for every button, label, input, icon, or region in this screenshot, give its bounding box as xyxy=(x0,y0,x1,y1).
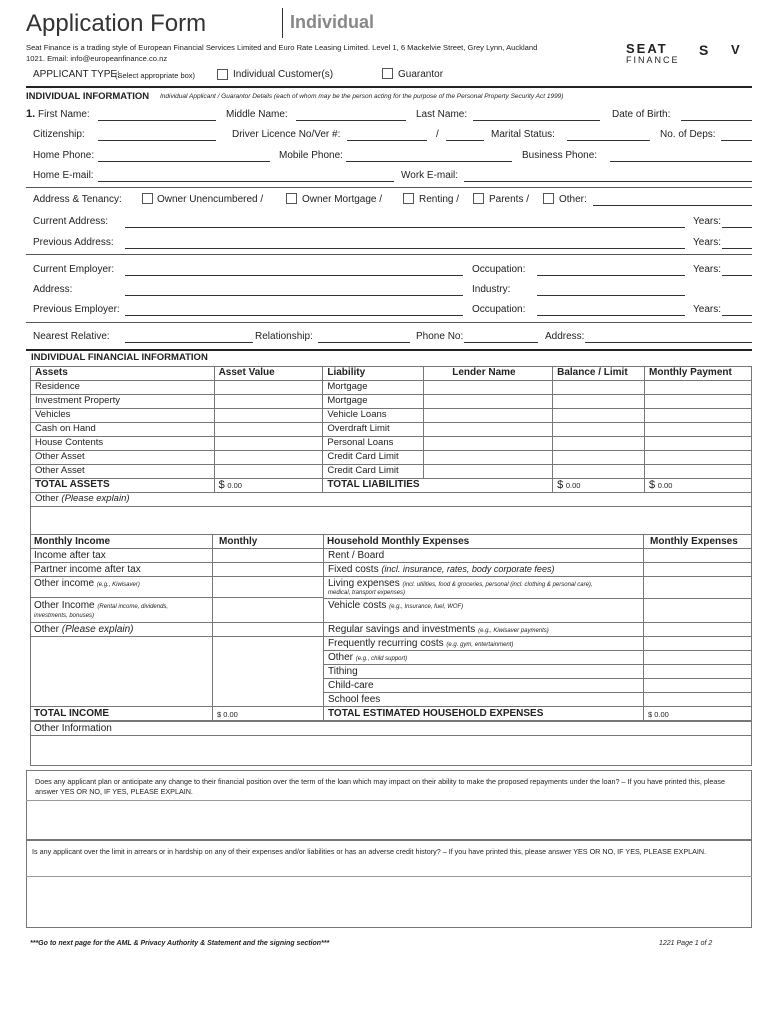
page-number: 1221 Page 1 of 2 xyxy=(659,940,713,947)
question2-text: Is any applicant over the limit in arrears or in hardship on any of their expenses and/or liabilities or has an adverse credit history? – If you have printed this, please answer YES OR NO, IF YES, PLEASE EXPLAIN. xyxy=(32,847,707,856)
lender-cell[interactable] xyxy=(424,437,553,451)
payment-cell[interactable] xyxy=(645,409,752,423)
asset-name: Vehicles xyxy=(31,409,215,423)
licence-version-field[interactable] xyxy=(446,130,484,141)
total-income-value: $ 0.00 xyxy=(217,710,238,719)
col-monthly-expenses: Monthly Expenses xyxy=(650,536,738,547)
question1-text: Does any applicant plan or anticipate any change to their financial position over the term of the loan which may impact on their ability to make the proposed repayments under the loan? – If you have printed this, please answer YES OR NO, IF YES, PLEASE EXPLAIN. xyxy=(35,777,726,796)
home-phone-field[interactable] xyxy=(98,151,270,162)
recurring-text: Frequently recurring costs xyxy=(328,638,444,649)
living-expenses-text: Living expenses xyxy=(328,578,400,589)
totals-row xyxy=(31,479,752,493)
payment-cell[interactable] xyxy=(645,395,752,409)
other-tenancy-checkbox[interactable] xyxy=(543,193,554,204)
lender-cell[interactable] xyxy=(424,465,553,479)
previous-occupation-label: Occupation: xyxy=(472,304,526,315)
relative-address-field[interactable] xyxy=(585,332,752,343)
last-name-field[interactable] xyxy=(473,110,600,121)
liability-name: Vehicle Loans xyxy=(323,409,424,423)
parents-checkbox[interactable] xyxy=(473,193,484,204)
total-income-label: TOTAL INCOME xyxy=(34,708,109,719)
business-phone-label: Business Phone: xyxy=(522,150,598,161)
please-explain-label: (Please explain) xyxy=(61,493,130,504)
footer-note: ***Go to next page for the AML & Privacy Authority & Statement and the signing section*** xyxy=(30,940,330,947)
other-income-eg: (e.g., Kiwisaver) xyxy=(96,582,140,588)
home-email-field[interactable] xyxy=(98,171,394,182)
seat-finance-logo xyxy=(626,42,686,66)
table-row xyxy=(31,451,752,465)
dollar-sign: $ xyxy=(557,479,564,491)
dollar-sign: $ xyxy=(218,479,225,491)
question2-rule xyxy=(26,876,752,877)
other-tenancy-label: Other: xyxy=(559,194,587,205)
total-assets-amount: 0.00 xyxy=(227,481,242,490)
row-rule xyxy=(323,562,752,563)
payment-cell[interactable] xyxy=(645,451,752,465)
citizenship-label: Citizenship: xyxy=(33,129,85,140)
liability-name: Personal Loans xyxy=(323,437,424,451)
balance-cell[interactable] xyxy=(553,451,645,465)
last-name-label: Last Name: xyxy=(416,109,468,120)
row-rule xyxy=(323,650,752,651)
total-assets-label: TOTAL ASSETS xyxy=(31,479,215,493)
relative-address-label: Address: xyxy=(545,331,585,342)
other-explain-row xyxy=(31,493,752,507)
row-rule xyxy=(323,636,752,637)
asset-value-cell[interactable] xyxy=(214,395,323,409)
col-household-expenses: Household Monthly Expenses xyxy=(327,536,470,547)
previous-address-years-label: Years: xyxy=(693,237,721,248)
dollar-sign: $ xyxy=(649,479,656,491)
financial-info-heading: INDIVIDUAL FINANCIAL INFORMATION xyxy=(31,352,208,363)
col-liability: Liability xyxy=(323,367,424,381)
business-phone-field[interactable] xyxy=(610,151,752,162)
company-info-line2: 1021. Email: info@europeanfinance.co.nz xyxy=(26,54,168,63)
other-label: Other xyxy=(35,493,59,504)
guarantor-label: Guarantor xyxy=(398,69,444,80)
total-payment-value xyxy=(645,479,752,493)
liability-name: Mortgage xyxy=(323,381,424,395)
table-row xyxy=(31,395,752,409)
owner-mortgage-checkbox[interactable] xyxy=(286,193,297,204)
individual-customer-checkbox[interactable] xyxy=(217,69,228,80)
work-email-field[interactable] xyxy=(464,171,752,182)
header-rule xyxy=(30,548,752,549)
logo-seat-text: SEAT xyxy=(626,41,668,56)
current-address-label: Current Address: xyxy=(33,216,109,227)
lender-cell[interactable] xyxy=(424,381,553,395)
driver-licence-field[interactable] xyxy=(347,130,427,141)
employer-address-field[interactable] xyxy=(125,285,463,296)
other-income2-text: Other Income xyxy=(34,600,95,611)
mobile-phone-label: Mobile Phone: xyxy=(279,150,343,161)
logo-finance-text: FINANCE xyxy=(626,55,680,65)
row-rule xyxy=(323,692,752,693)
other-explain-income-label xyxy=(34,624,134,635)
other-information-box[interactable] xyxy=(30,721,752,766)
title-divider xyxy=(282,8,283,38)
lender-cell[interactable] xyxy=(424,451,553,465)
other-income2-eg: (Rental income, dividends, xyxy=(97,604,169,610)
asset-name: Other Asset xyxy=(31,465,215,479)
middle-name-field[interactable] xyxy=(296,110,406,121)
table-row xyxy=(31,409,752,423)
deps-field[interactable] xyxy=(721,130,752,141)
previous-occupation-field[interactable] xyxy=(537,305,685,316)
savings-label xyxy=(328,624,549,635)
current-address-field[interactable] xyxy=(125,217,685,228)
table-row xyxy=(31,465,752,479)
balance-cell[interactable] xyxy=(553,437,645,451)
previous-address-years-field[interactable] xyxy=(722,238,752,249)
mobile-phone-field[interactable] xyxy=(346,151,512,162)
col-lender-name: Lender Name xyxy=(424,367,553,381)
income-after-tax-label: Income after tax xyxy=(34,550,106,561)
industry-field[interactable] xyxy=(537,285,685,296)
previous-employer-years-field[interactable] xyxy=(722,305,752,316)
occupation-field[interactable] xyxy=(537,265,685,276)
asset-value-cell[interactable] xyxy=(214,381,323,395)
table-row xyxy=(31,423,752,437)
phone-no-field[interactable] xyxy=(464,332,538,343)
guarantor-checkbox[interactable] xyxy=(382,68,393,79)
other-income-text: Other income xyxy=(34,578,95,589)
fixed-costs-label xyxy=(328,564,554,575)
asset-value-cell[interactable] xyxy=(214,437,323,451)
relationship-field[interactable] xyxy=(318,332,410,343)
payment-cell[interactable] xyxy=(645,381,752,395)
liability-name: Credit Card Limit xyxy=(323,451,424,465)
assets-liabilities-table xyxy=(30,366,752,535)
other-information-label: Other Information xyxy=(34,723,112,734)
col-monthly-payment: Monthly Payment xyxy=(645,367,752,381)
page-title: Application Form xyxy=(26,10,207,37)
section-divider xyxy=(26,349,752,351)
liability-name: Overdraft Limit xyxy=(323,423,424,437)
parents-label: Parents / xyxy=(489,194,530,205)
marital-status-field[interactable] xyxy=(567,130,650,141)
owner-unencumbered-label: Owner Unencumbered / xyxy=(157,194,264,205)
citizenship-field[interactable] xyxy=(98,130,216,141)
row-rule xyxy=(323,576,752,577)
employer-years-field[interactable] xyxy=(722,265,752,276)
col-balance-limit: Balance / Limit xyxy=(553,367,645,381)
nearest-relative-label: Nearest Relative: xyxy=(33,331,110,342)
childcare-label: Child-care xyxy=(328,680,374,691)
row-rule xyxy=(323,622,752,623)
blank-row xyxy=(31,507,752,535)
fixed-costs-text: Fixed costs xyxy=(328,564,379,575)
col-asset-value: Asset Value xyxy=(214,367,323,381)
previous-address-field[interactable] xyxy=(125,238,685,249)
asset-value-cell[interactable] xyxy=(214,451,323,465)
row-rule xyxy=(323,678,752,679)
asset-name: House Contents xyxy=(31,437,215,451)
balance-cell[interactable] xyxy=(553,423,645,437)
owner-unencumbered-checkbox[interactable] xyxy=(142,193,153,204)
licence-slash: / xyxy=(436,129,439,140)
other-income2-label xyxy=(34,600,168,611)
marital-status-label: Marital Status: xyxy=(491,129,555,140)
rent-board-label: Rent / Board xyxy=(328,550,385,561)
lender-cell[interactable] xyxy=(424,409,553,423)
home-email-label: Home E-mail: xyxy=(33,170,94,181)
table-header-row xyxy=(31,367,752,381)
address-tenancy-label: Address & Tenancy: xyxy=(33,194,122,205)
living-expenses-eg2: medical, transport expenses) xyxy=(328,590,406,596)
applicant-type-label: APPLICANT TYPE: xyxy=(33,69,120,80)
brand-s-icon: S xyxy=(699,42,709,58)
current-address-years-label: Years: xyxy=(693,216,721,227)
recurring-costs-label xyxy=(328,638,513,649)
section-divider xyxy=(26,86,752,88)
dob-label: Date of Birth: xyxy=(612,109,671,120)
work-email-label: Work E-mail: xyxy=(401,170,459,181)
total-balance-value xyxy=(553,479,645,493)
brand-v-icon: V xyxy=(731,42,740,57)
asset-name: Cash on Hand xyxy=(31,423,215,437)
payment-cell[interactable] xyxy=(645,423,752,437)
other-expense-text: Other xyxy=(328,652,354,663)
previous-employer-label: Previous Employer: xyxy=(33,304,120,315)
divider xyxy=(26,187,752,188)
divider xyxy=(26,322,752,323)
other-income-label xyxy=(34,578,140,589)
total-assets-value xyxy=(214,479,323,493)
question1-rule xyxy=(26,800,752,801)
total-balance-amount: 0.00 xyxy=(565,481,581,490)
savings-eg: (e.g., Kiwisaver payments) xyxy=(478,628,549,634)
row-rule xyxy=(30,622,323,623)
partner-income-label: Partner income after tax xyxy=(34,564,141,575)
total-expenses-value: $ 0.00 xyxy=(648,710,669,719)
col-assets: Assets xyxy=(31,367,215,381)
row-rule xyxy=(323,598,752,599)
col-monthly-income: Monthly Income xyxy=(34,536,111,547)
other-income2-eg2: investments, bonuses) xyxy=(34,613,95,619)
total-expenses-label: TOTAL ESTIMATED HOUSEHOLD EXPENSES xyxy=(328,708,544,719)
living-expenses-label xyxy=(328,578,593,589)
applicant-type-hint: (Select appropriate box) xyxy=(115,71,196,80)
asset-value-cell[interactable] xyxy=(214,465,323,479)
previous-employer-field[interactable] xyxy=(125,305,463,316)
renting-checkbox[interactable] xyxy=(403,193,414,204)
lender-cell[interactable] xyxy=(424,423,553,437)
recurring-eg: (e.g. gym, entertainment) xyxy=(446,642,514,648)
relationship-label: Relationship: xyxy=(255,331,313,342)
owner-mortgage-label: Owner Mortgage / xyxy=(302,194,383,205)
lender-cell[interactable] xyxy=(424,395,553,409)
previous-employer-years-label: Years: xyxy=(693,304,721,315)
applicant-number: 1. xyxy=(26,108,36,120)
other-expense-eg: (e.g., child support) xyxy=(355,656,408,662)
employer-address-label: Address: xyxy=(33,284,73,295)
previous-address-label: Previous Address: xyxy=(33,237,114,248)
other-tenancy-field[interactable] xyxy=(593,195,752,206)
form-type: Individual xyxy=(290,12,375,32)
home-phone-label: Home Phone: xyxy=(33,150,95,161)
savings-text: Regular savings and investments xyxy=(328,624,476,635)
school-fees-label: School fees xyxy=(328,694,381,705)
company-info-line1: Seat Finance is a trading style of European Financial Services Limited and Euro Rate Leasing Limited. Level 1, 6 Mackelvie Street, Grey Lynn, Auckland xyxy=(26,43,538,52)
vehicle-costs-eg: (e.g., Insurance, fuel, WOF) xyxy=(389,604,464,610)
total-rule xyxy=(30,706,752,707)
current-employer-field[interactable] xyxy=(125,265,463,276)
other-explain-blank[interactable] xyxy=(31,507,752,535)
liability-name: Credit Card Limit xyxy=(323,465,424,479)
industry-label: Industry: xyxy=(472,284,511,295)
balance-cell[interactable] xyxy=(553,465,645,479)
payment-cell[interactable] xyxy=(645,437,752,451)
dob-field[interactable] xyxy=(681,110,752,121)
individual-customer-label: Individual Customer(s) xyxy=(233,69,334,80)
row-rule xyxy=(30,597,323,598)
balance-cell[interactable] xyxy=(553,409,645,423)
individual-info-subheading: Individual Applicant / Guarantor Details (each of whom may be the person acting for the purpose of the Personal Property Security Act 1999) xyxy=(160,93,564,100)
current-address-years-field[interactable] xyxy=(722,217,752,228)
asset-name: Residence xyxy=(31,381,215,395)
phone-no-label: Phone No: xyxy=(416,331,464,342)
employer-years-label: Years: xyxy=(693,264,721,275)
vehicle-costs-label xyxy=(328,600,463,611)
table-row xyxy=(31,381,752,395)
living-expenses-eg: (incl. utilities, food & groceries, personal (incl. clothing & personal care), xyxy=(402,582,593,588)
fixed-costs-eg: (incl. insurance, rates, body corporate fees) xyxy=(381,564,555,574)
renting-label: Renting / xyxy=(419,194,460,205)
tithing-label: Tithing xyxy=(328,666,358,677)
asset-value-cell[interactable] xyxy=(214,409,323,423)
other-explain-cell[interactable] xyxy=(31,493,752,507)
total-payment-amount: 0.00 xyxy=(657,481,673,490)
first-name-field[interactable] xyxy=(98,110,216,121)
row-rule xyxy=(30,636,323,637)
asset-name: Other Asset xyxy=(31,451,215,465)
total-liabilities-label: TOTAL LIABILITIES xyxy=(323,479,553,493)
occupation-label: Occupation: xyxy=(472,264,526,275)
asset-value-cell[interactable] xyxy=(214,423,323,437)
other-income-explain-text: Other xyxy=(34,624,60,635)
row-rule xyxy=(30,576,323,577)
nearest-relative-field[interactable] xyxy=(125,332,253,343)
asset-name: Investment Property xyxy=(31,395,215,409)
liability-name: Mortgage xyxy=(323,395,424,409)
driver-licence-label: Driver Licence No/Ver #: xyxy=(232,129,341,140)
individual-info-heading: INDIVIDUAL INFORMATION xyxy=(26,91,150,102)
vehicle-costs-text: Vehicle costs xyxy=(328,600,387,611)
row-rule xyxy=(323,664,752,665)
current-employer-label: Current Employer: xyxy=(33,264,115,275)
table-row xyxy=(31,437,752,451)
divider xyxy=(26,254,752,255)
middle-name-label: Middle Name: xyxy=(226,109,288,120)
deps-label: No. of Deps: xyxy=(660,129,716,140)
other-info-rule xyxy=(30,735,752,736)
balance-cell[interactable] xyxy=(553,381,645,395)
balance-cell[interactable] xyxy=(553,395,645,409)
first-name-label: First Name: xyxy=(38,109,90,120)
row-rule xyxy=(30,562,323,563)
col-monthly: Monthly xyxy=(219,536,258,547)
payment-cell[interactable] xyxy=(645,465,752,479)
other-expense-label xyxy=(328,652,407,663)
please-explain-income: (Please explain) xyxy=(61,624,134,635)
